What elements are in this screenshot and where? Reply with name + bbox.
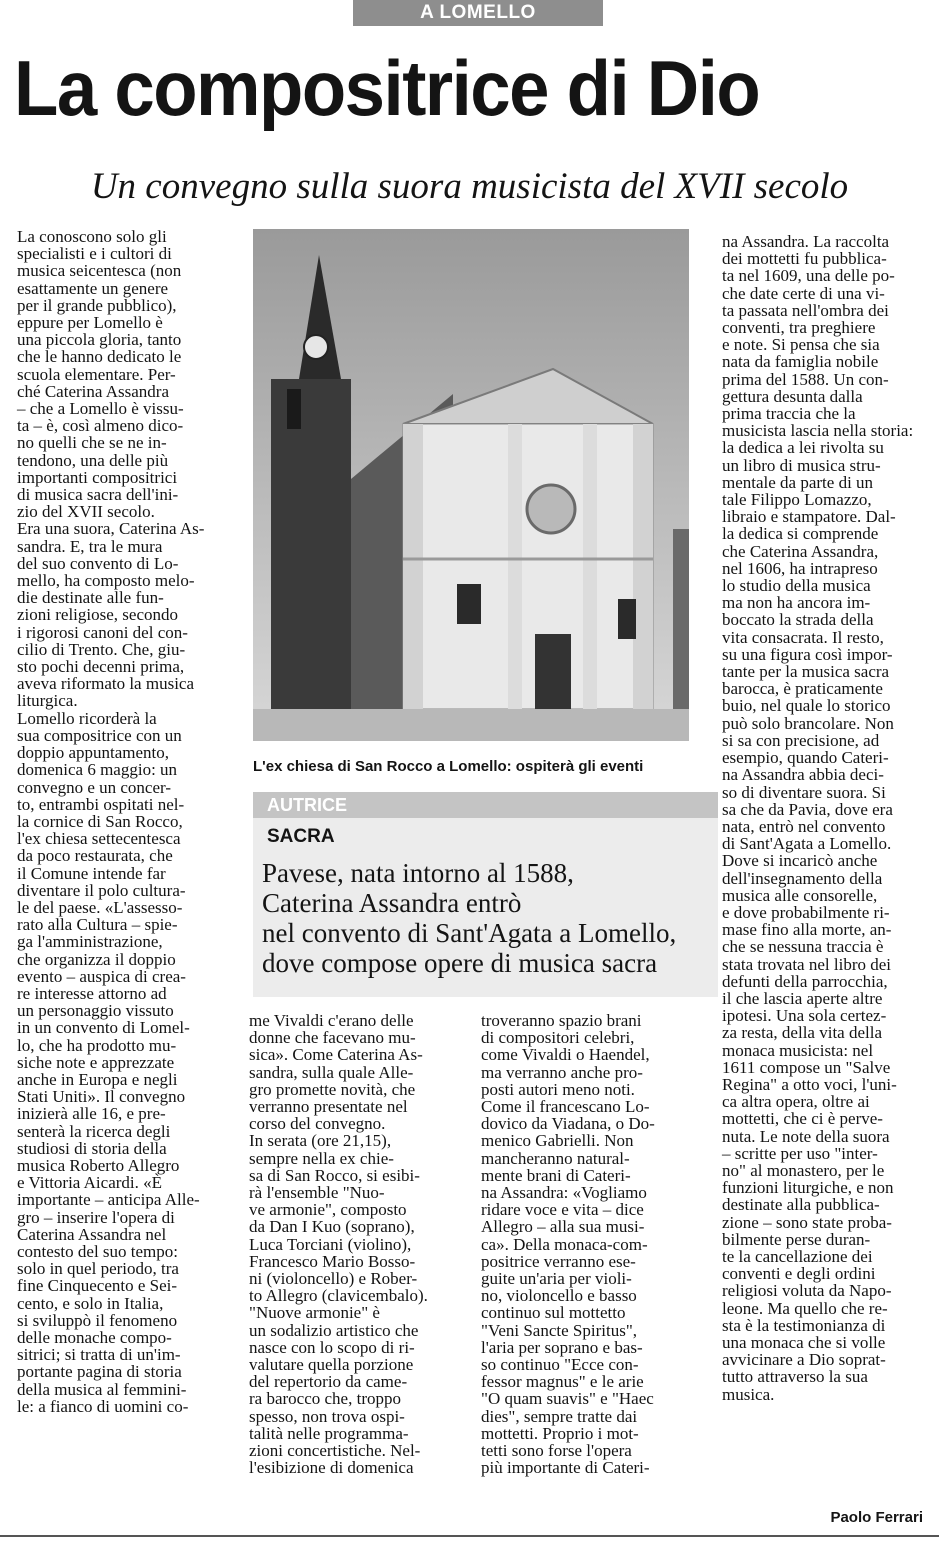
text-line: e Vittoria Aicardi. «È (17, 1173, 163, 1193)
text-line: troveranno spazio brani (481, 1011, 642, 1030)
text-line: da poco restaurata, che (17, 846, 173, 866)
article-column-3 (481, 1012, 705, 1476)
text-line: domenica 6 maggio: un (17, 760, 178, 780)
article-column-4 (722, 233, 930, 1403)
text-line: zione – sono state proba- (722, 1212, 892, 1232)
text-line: ni (violoncello) e Rober- (249, 1269, 418, 1289)
text-line: le del paese. «L'assesso- (17, 897, 183, 917)
text-line: spesso, non trova ospi- (249, 1406, 405, 1426)
text-line: nata da famiglia nobile (722, 352, 879, 372)
text-line: cento, e solo in Italia, (17, 1293, 164, 1313)
text-line: l'aria per soprano e bas- (481, 1337, 643, 1357)
text-line: da Dan I Kuo (soprano), (249, 1217, 415, 1237)
text-line: sa che da Pavia, dove era (722, 799, 893, 819)
text-line: fessor magnus" e le arie (481, 1372, 644, 1392)
text-line: gro promette novità, che (249, 1079, 416, 1099)
text-line: la cornice di San Rocco, (17, 811, 183, 831)
text-line: na Assandra abbia deci- (722, 765, 884, 785)
text-line: dovico da Viadana, o Do- (481, 1114, 655, 1134)
text-line: La conoscono solo gli (17, 227, 167, 246)
text-line: za resta, della vita della (722, 1023, 882, 1043)
text-line: mentale da parte di un (722, 472, 874, 492)
text-line: talità nelle programma- (249, 1423, 409, 1443)
text-line: sto pochi decenni prima, (17, 657, 185, 677)
text-line: continuo sul mottetto (481, 1303, 626, 1323)
text-line: bilmente perse duran- (722, 1229, 871, 1249)
text-line: ga l'amministrazione, (17, 932, 163, 952)
text-line: destinate alla pubblica- (722, 1195, 880, 1215)
text-line: diventare il polo cultura- (17, 880, 186, 900)
text-line: eppure per Lomello è (17, 313, 163, 333)
text-line: lo studio della musica (722, 576, 871, 596)
text-line: mottetti. Proprio i mot- (481, 1423, 639, 1443)
text-line: importante – anticipa Alle- (17, 1190, 200, 1210)
bottom-rule (0, 1535, 939, 1537)
section-kicker: A LOMELLO (353, 0, 603, 26)
sidebar-text (262, 858, 712, 978)
text-line: scuola elementare. Per- (17, 364, 176, 384)
text-line: sa di San Rocco, si esibi- (249, 1165, 420, 1185)
text-line: re interesse attorno ad (17, 983, 167, 1003)
text-line: gro – inserire l'opera di (17, 1207, 175, 1227)
text-line: convegno e un concer- (17, 777, 172, 797)
text-line: ra barocco che, troppo (249, 1389, 401, 1409)
text-line: Lomello ricorderà la (17, 708, 157, 728)
text-line: – scritte per uso "inter- (722, 1143, 878, 1163)
text-line: liturgica. (17, 691, 78, 711)
text-line: ca altra opera, oltre ai (722, 1092, 870, 1112)
text-line: il che lascia aperte altre (722, 988, 883, 1008)
text-line: conventi, tra preghiere (722, 318, 876, 338)
text-line: Stati Uniti». Il convegno (17, 1087, 186, 1107)
text-line: to, entrambi ospitati nel- (17, 794, 185, 814)
text-line: Allegro – alla sua musi- (481, 1217, 645, 1237)
text-line: nel convento di Sant'Agata a Lomello, (262, 918, 677, 948)
author-byline: Paolo Ferrari (830, 1509, 923, 1526)
text-line: l'ex chiesa settecentesca (17, 829, 181, 849)
text-line: stata trovata nel libro dei (722, 954, 891, 974)
text-line: tale Filippo Lomazzo, (722, 490, 872, 510)
text-line: nel 1606, ha intrapreso (722, 558, 878, 578)
text-line: na Assandra: «Vogliamo (481, 1183, 647, 1203)
text-line: corso del convegno. (249, 1114, 386, 1134)
subtitle: Un convegno sulla suora musicista del XVII secolo (90, 166, 849, 207)
text-line: musicista lascia nella storia: (722, 421, 914, 441)
text-line: boccato la strada della (722, 610, 874, 630)
text-line: vita consacrata. Il resto, (722, 627, 884, 647)
text-line: di compositori celebri, (481, 1028, 635, 1048)
sidebar-kicker-1: AUTRICE (267, 795, 347, 815)
text-line: religiosi voluta da Napo- (722, 1281, 892, 1301)
text-line: "Nuove armonie" è (249, 1303, 380, 1323)
text-line: so di diventare suora. Si (722, 782, 886, 802)
text-line: prima traccia che la (722, 404, 856, 424)
text-line: in un convento di Lomel- (17, 1018, 190, 1038)
text-line: ta nel 1609, una delle po- (722, 266, 895, 286)
text-line: nata, entrò nel convento (722, 816, 886, 836)
text-line: musica seicentesca (non (17, 261, 182, 281)
text-line: delle monache compo- (17, 1328, 172, 1347)
text-line: mello, ha composto melo- (17, 571, 195, 591)
article-column-2 (249, 1012, 471, 1476)
text-line: musica. (722, 1384, 775, 1404)
text-line: posti autori meno noti. (481, 1079, 635, 1099)
text-line: – che a Lomello è vissu- (17, 399, 184, 419)
photo-caption: L'ex chiesa di San Rocco a Lomello: ospiterà gli eventi (253, 758, 644, 775)
text-line: no quelli che se ne in- (17, 433, 167, 453)
church-photo-illustration (253, 229, 689, 741)
text-line: ridare voce e vita – dice (481, 1200, 644, 1220)
text-line: portante pagina di storia (17, 1362, 182, 1382)
text-line: verranno presentate nel (249, 1097, 408, 1117)
text-line: esempio, quando Cateri- (722, 748, 889, 768)
text-line: la dedica si comprende (722, 524, 879, 544)
text-line: dei mottetti fu pubblica- (722, 249, 887, 269)
text-line: un personaggio vissuto (17, 1001, 174, 1021)
text-line: i rigorosi canoni del con- (17, 622, 188, 642)
text-line: che date certe di una vi- (722, 283, 885, 303)
text-line: un libro di musica stru- (722, 455, 881, 475)
text-line: funzioni liturgiche, e non (722, 1178, 894, 1198)
text-line: inizierà alle 16, e pre- (17, 1104, 166, 1124)
text-line: e note. Si pensa che sia (722, 335, 880, 355)
text-line: so continuo "Ecce con- (481, 1355, 639, 1375)
text-line: nasce con lo scopo di ri- (249, 1337, 415, 1357)
text-line: sua compositrice con un (17, 725, 182, 745)
text-line: esattamente un genere (17, 278, 169, 298)
text-line: rato alla Cultura – spie- (17, 915, 178, 935)
text-line: monaca musicista: nel (722, 1040, 874, 1060)
text-line: importanti compositrici (17, 467, 178, 487)
text-line: l'esibizione di domenica (249, 1458, 414, 1478)
text-line: specialisti e i cultori di (17, 244, 172, 264)
text-line: ve armonie", composto (249, 1200, 407, 1220)
text-line: 1611 compose un "Salve (722, 1057, 891, 1077)
text-line: Regina" a otto voci, l'uni- (722, 1074, 897, 1094)
text-line: ca». Della monaca-com- (481, 1234, 648, 1254)
text-line: zioni concertistiche. Nel- (249, 1441, 421, 1461)
text-line: no, violoncello e basso (481, 1286, 637, 1306)
text-line: sandra. E, tra le mura (17, 536, 163, 556)
text-line: studiosi di storia della (17, 1138, 167, 1158)
headline: La compositrice di Dio (14, 44, 760, 132)
text-line: tutto attraverso la sua (722, 1367, 868, 1387)
text-line: In serata (ore 21,15), (249, 1131, 392, 1151)
text-line: fine Cinquecento e Sei- (17, 1276, 178, 1296)
text-line: si sviluppò il fenomeno (17, 1310, 178, 1330)
text-line: to Allegro (clavicembalo). (249, 1286, 428, 1306)
text-line: dove compose opere di musica sacra (262, 948, 658, 978)
text-line: siche note e apprezzate (17, 1052, 175, 1072)
text-line: menico Gabrielli. Non (481, 1131, 634, 1151)
text-line: zioni religiose, secondo (17, 605, 178, 625)
text-line: zio del XVII secolo. (17, 502, 155, 522)
sidebar-kicker-2: SACRA (267, 826, 335, 847)
text-line: sica». Come Caterina As- (249, 1045, 423, 1065)
text-line: leone. Ma quello che re- (722, 1298, 888, 1318)
text-line: contesto del suo tempo: (17, 1241, 179, 1261)
text-line: musica alle consorelle, (722, 885, 878, 905)
text-line: solo in quel periodo, tra (17, 1259, 179, 1279)
text-line: sta è la testimonianza di (722, 1315, 886, 1335)
text-line: Luca Torciani (violino), (249, 1234, 412, 1254)
text-line: libraio e stampatore. Dal- (722, 507, 896, 527)
text-line: buio, nel quale lo storico (722, 696, 891, 716)
text-line: ma non ha ancora im- (722, 593, 871, 613)
text-line: Dove si incaricò anche (722, 851, 878, 871)
text-line: su una figura così impor- (722, 644, 893, 664)
text-line: una monaca che si volle (722, 1333, 886, 1352)
text-line: "Veni Sancte Spiritus", (481, 1320, 638, 1340)
text-line: e dove probabilmente ri- (722, 902, 890, 922)
text-line: mottetti, che ci è perve- (722, 1109, 883, 1129)
text-line: può solo brancolare. Non (722, 713, 894, 733)
text-line: tante per la musica sacra (722, 662, 890, 682)
text-line: anche in Europa e negli (17, 1069, 178, 1089)
text-line: ché Caterina Assandra (17, 381, 169, 401)
text-line: una piccola gloria, tanto (17, 330, 182, 350)
text-line: te la cancellazione dei (722, 1246, 873, 1266)
text-line: die destinate alle fun- (17, 588, 164, 608)
text-line: ma verranno anche pro- (481, 1062, 643, 1082)
text-line: Francesco Mario Bosso- (249, 1251, 416, 1271)
text-line: del repertorio da came- (249, 1372, 408, 1392)
text-line: ta – è, così almeno dico- (17, 416, 184, 436)
text-line: tendono, una delle più (17, 450, 169, 470)
text-line: che se nessuna traccia è (722, 937, 884, 957)
text-line: Era una suora, Caterina As- (17, 519, 205, 539)
text-line: avvicinare a Dio soprat- (722, 1350, 886, 1370)
text-line: Caterina Assandra entrò (262, 888, 522, 918)
article-column-1 (17, 228, 231, 1415)
text-line: il Comune intende far (17, 863, 166, 883)
text-line: valutare quella porzione (249, 1355, 414, 1375)
text-line: ta passata nell'ombra dei (722, 300, 889, 320)
text-line: mancheranno natural- (481, 1148, 630, 1168)
text-line: di musica sacra dell'ini- (17, 485, 179, 505)
text-line: aveva riformato la musica (17, 674, 195, 694)
text-line: no" al monastero, per le (722, 1160, 885, 1180)
text-line: tetti sono forse l'opera (481, 1441, 632, 1461)
text-line: della musica al femmini- (17, 1379, 187, 1399)
text-line: che Caterina Assandra, (722, 541, 879, 561)
text-line: mase fino alla morte, an- (722, 920, 892, 940)
text-line: evento – auspica di crea- (17, 966, 186, 986)
text-line: conventi e degli ordini (722, 1264, 876, 1284)
text-line: rà l'ensemble "Nuo- (249, 1183, 385, 1203)
text-line: gettura desunta dalla (722, 386, 863, 406)
text-line: nuta. Le note della suora (722, 1126, 890, 1146)
text-line: dell'insegnamento della (722, 868, 883, 888)
text-line: sandra, sulla quale Alle- (249, 1062, 414, 1082)
text-line: na Assandra. La raccolta (722, 232, 890, 251)
text-line: del suo convento di Lo- (17, 553, 179, 573)
text-line: Pavese, nata intorno al 1588, (262, 858, 574, 888)
church-photo (253, 229, 689, 741)
text-line: guite un'aria per violi- (481, 1269, 632, 1289)
text-line: che organizza il doppio (17, 949, 176, 969)
text-line: come Vivaldi o Haendel, (481, 1045, 650, 1065)
text-line: si sa con precisione, ad (722, 730, 880, 750)
text-line: per il grande pubblico), (17, 295, 177, 315)
text-line: donne che facevano mu- (249, 1028, 416, 1048)
text-line: defunti della parrocchia, (722, 971, 888, 991)
text-line: un sodalizio artistico che (249, 1320, 419, 1340)
text-line: doppio appuntamento, (17, 743, 170, 763)
text-line: lo, che ha prodotto mu- (17, 1035, 177, 1055)
text-line: sempre nella ex chie- (249, 1148, 394, 1168)
text-line: la dedica a lei rivolta su (722, 438, 884, 458)
text-line: positrice verranno ese- (481, 1251, 636, 1271)
text-line: cilio di Trento. Che, giu- (17, 639, 186, 659)
text-line: senterà la ricerca degli (17, 1121, 171, 1141)
text-line: Come il francescano Lo- (481, 1097, 650, 1117)
text-line: Caterina Assandra nel (17, 1224, 167, 1244)
text-line: prima del 1588. Un con- (722, 369, 889, 389)
text-line: musica Roberto Allegro (17, 1155, 180, 1175)
text-line: le: a fianco di uomini co- (17, 1396, 189, 1416)
text-line: barocca, è praticamente (722, 679, 883, 699)
text-line: di Sant'Agata a Lomello. (722, 834, 892, 854)
text-line: ipotesi. Una sola certez- (722, 1006, 887, 1026)
text-line: che le hanno dedicato le (17, 347, 182, 367)
text-line: me Vivaldi c'erano delle (249, 1011, 414, 1030)
text-line: più importante di Cateri- (481, 1458, 650, 1478)
text-line: mente brani di Cateri- (481, 1165, 631, 1185)
text-line: sitrici; si tratta di un'im- (17, 1345, 181, 1365)
text-line: dies", sempre tratte dai (481, 1406, 638, 1426)
text-line: "O quam suavis" e "Haec (481, 1389, 654, 1409)
